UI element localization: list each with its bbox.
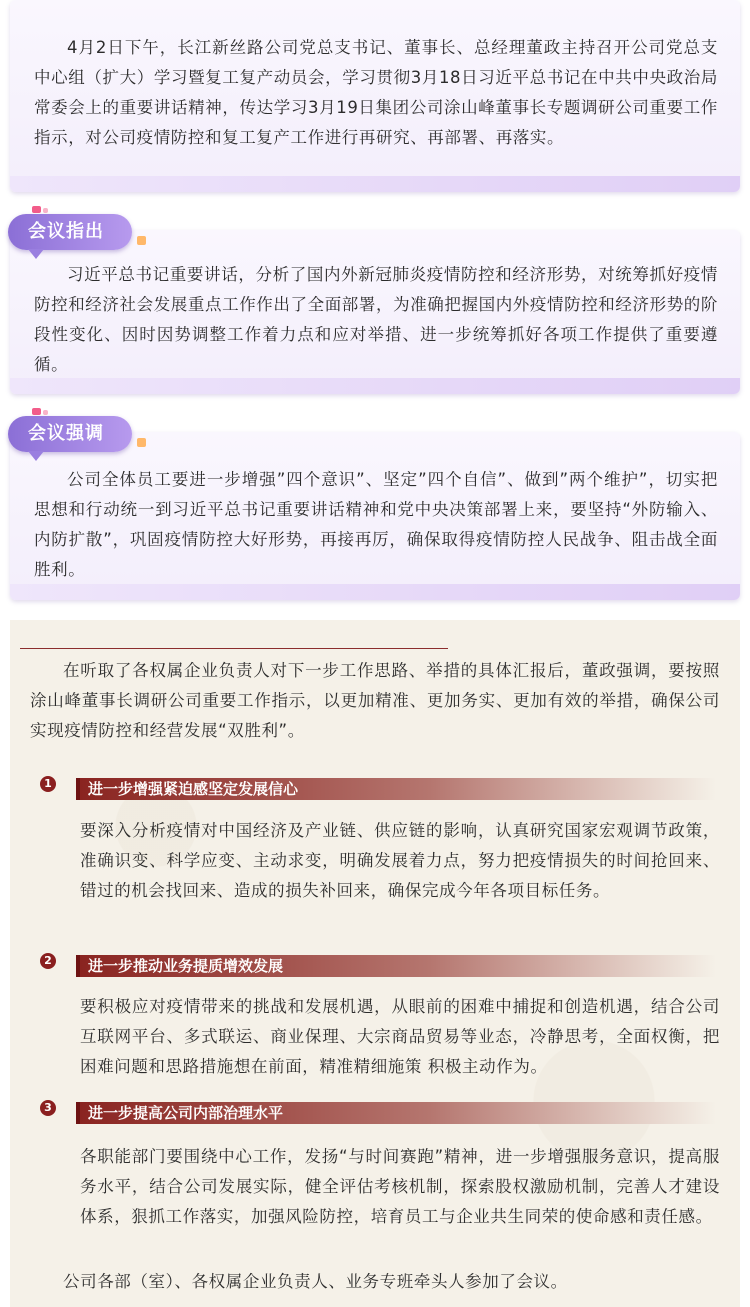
item-title: 进一步提高公司内部治理水平: [76, 1102, 716, 1124]
paper-intro-paragraph: 在听取了各权属企业负责人对下一步工作思路、举措的具体汇报后，董政强调，要按照涂山峰董事长调研公司重要工作指示，以更加精准、更加务实、更加有效的举措，确保公司实现疫情防控和经营发展“双胜利”。: [30, 661, 720, 740]
item-title: 进一步增强紧迫感坚定发展信心: [76, 778, 716, 800]
section-tag-meeting-emphasized: 会议强调: [8, 416, 132, 452]
item-body: 要积极应对疫情带来的挑战和发展机遇，从眼前的困难中捕捉和创造机遇，结合公司互联网平台、多式联运、商业保理、大宗商品贸易等业态，冷静思考，全面权衡，把困难问题和思路措施想在前面，精准精细施策 积极主动作为。: [80, 997, 720, 1076]
item-body: 各职能部门要围绕中心工作，发扬“与时间赛跑”精神，进一步增强服务意识，提高服务水平，结合公司发展实际，健全评估考核机制，探索股权激励机制，完善人才建设体系，狠抓工作落实，加强风险防控，培育员工与企业共生同荣的使命感和责任感。: [80, 1147, 720, 1226]
item-number-badge: 2: [40, 953, 56, 969]
paper-section: [10, 620, 740, 1307]
item-heading: [40, 953, 730, 977]
meeting-pointed-paragraph: 习近平总书记重要讲话，分析了国内外新冠肺炎疫情防控和经济形势，对统筹抓好疫情防控和经济社会发展重点工作作出了全面部署，为准确把握国内外疫情防控和经济形势的阶段性变化、因时因势调整工作着力点和应对举措、进一步统筹抓好各项工作提供了重要遵循。: [34, 265, 718, 374]
item-body: 要深入分析疫情对中国经济及产业链、供应链的影响，认真研究国家宏观调节政策，准确识变、科学应变、主动求变，明确发展着力点，努力把疫情损失的时间抢回来、错过的机会找回来、造成的损失补回来，确保完成今年各项目标任务。: [80, 821, 720, 900]
section-tag-wrapper: [8, 416, 132, 452]
divider-rule: [20, 648, 448, 649]
decor-dot: [43, 208, 48, 213]
meeting-emphasized-card: [10, 432, 740, 600]
item-heading: [40, 1100, 730, 1124]
item-number-badge: 1: [40, 776, 56, 792]
section-tag-wrapper: [8, 214, 132, 250]
section-tag-meeting-pointed: 会议指出: [8, 214, 132, 250]
item-heading: [40, 776, 730, 800]
meeting-pointed-card: [10, 230, 740, 394]
meeting-emphasized-paragraph: 公司全体员工要进一步增强”四个意识”、坚定”四个自信”、做到”两个维护”，切实把思想和行动统一到习近平总书记重要讲话精神和党中央决策部署上来，要坚持“外防输入、内防扩散”，巩固疫情防控大好形势，再接再厉，确保取得疫情防控人民战争、阻击战全面胜利。: [34, 470, 718, 579]
closing-paragraph: 公司各部（室）、各权属企业负责人、业务专班牵头人参加了会议。: [63, 1272, 568, 1291]
intro-card: [10, 0, 740, 192]
item-number-badge: 3: [40, 1100, 56, 1116]
item-title: 进一步推动业务提质增效发展: [76, 955, 716, 977]
decor-dot: [43, 410, 48, 415]
intro-paragraph: 4月2日下午，长江新丝路公司党总支书记、董事长、总经理董政主持召开公司党总支中心组（扩大）学习暨复工复产动员会，学习贯彻3月18日习近平总书记在中共中央政治局常委会上的重要讲话精神，传达学习3月19日集团公司涂山峰董事长专题调研公司重要工作指示，对公司疫情防控和复工复产工作进行再研究、再部署、再落实。: [34, 38, 718, 147]
decor-dot: [137, 236, 146, 245]
decor-dot: [137, 438, 146, 447]
decor-dot: [32, 408, 41, 415]
decor-dot: [32, 206, 41, 213]
